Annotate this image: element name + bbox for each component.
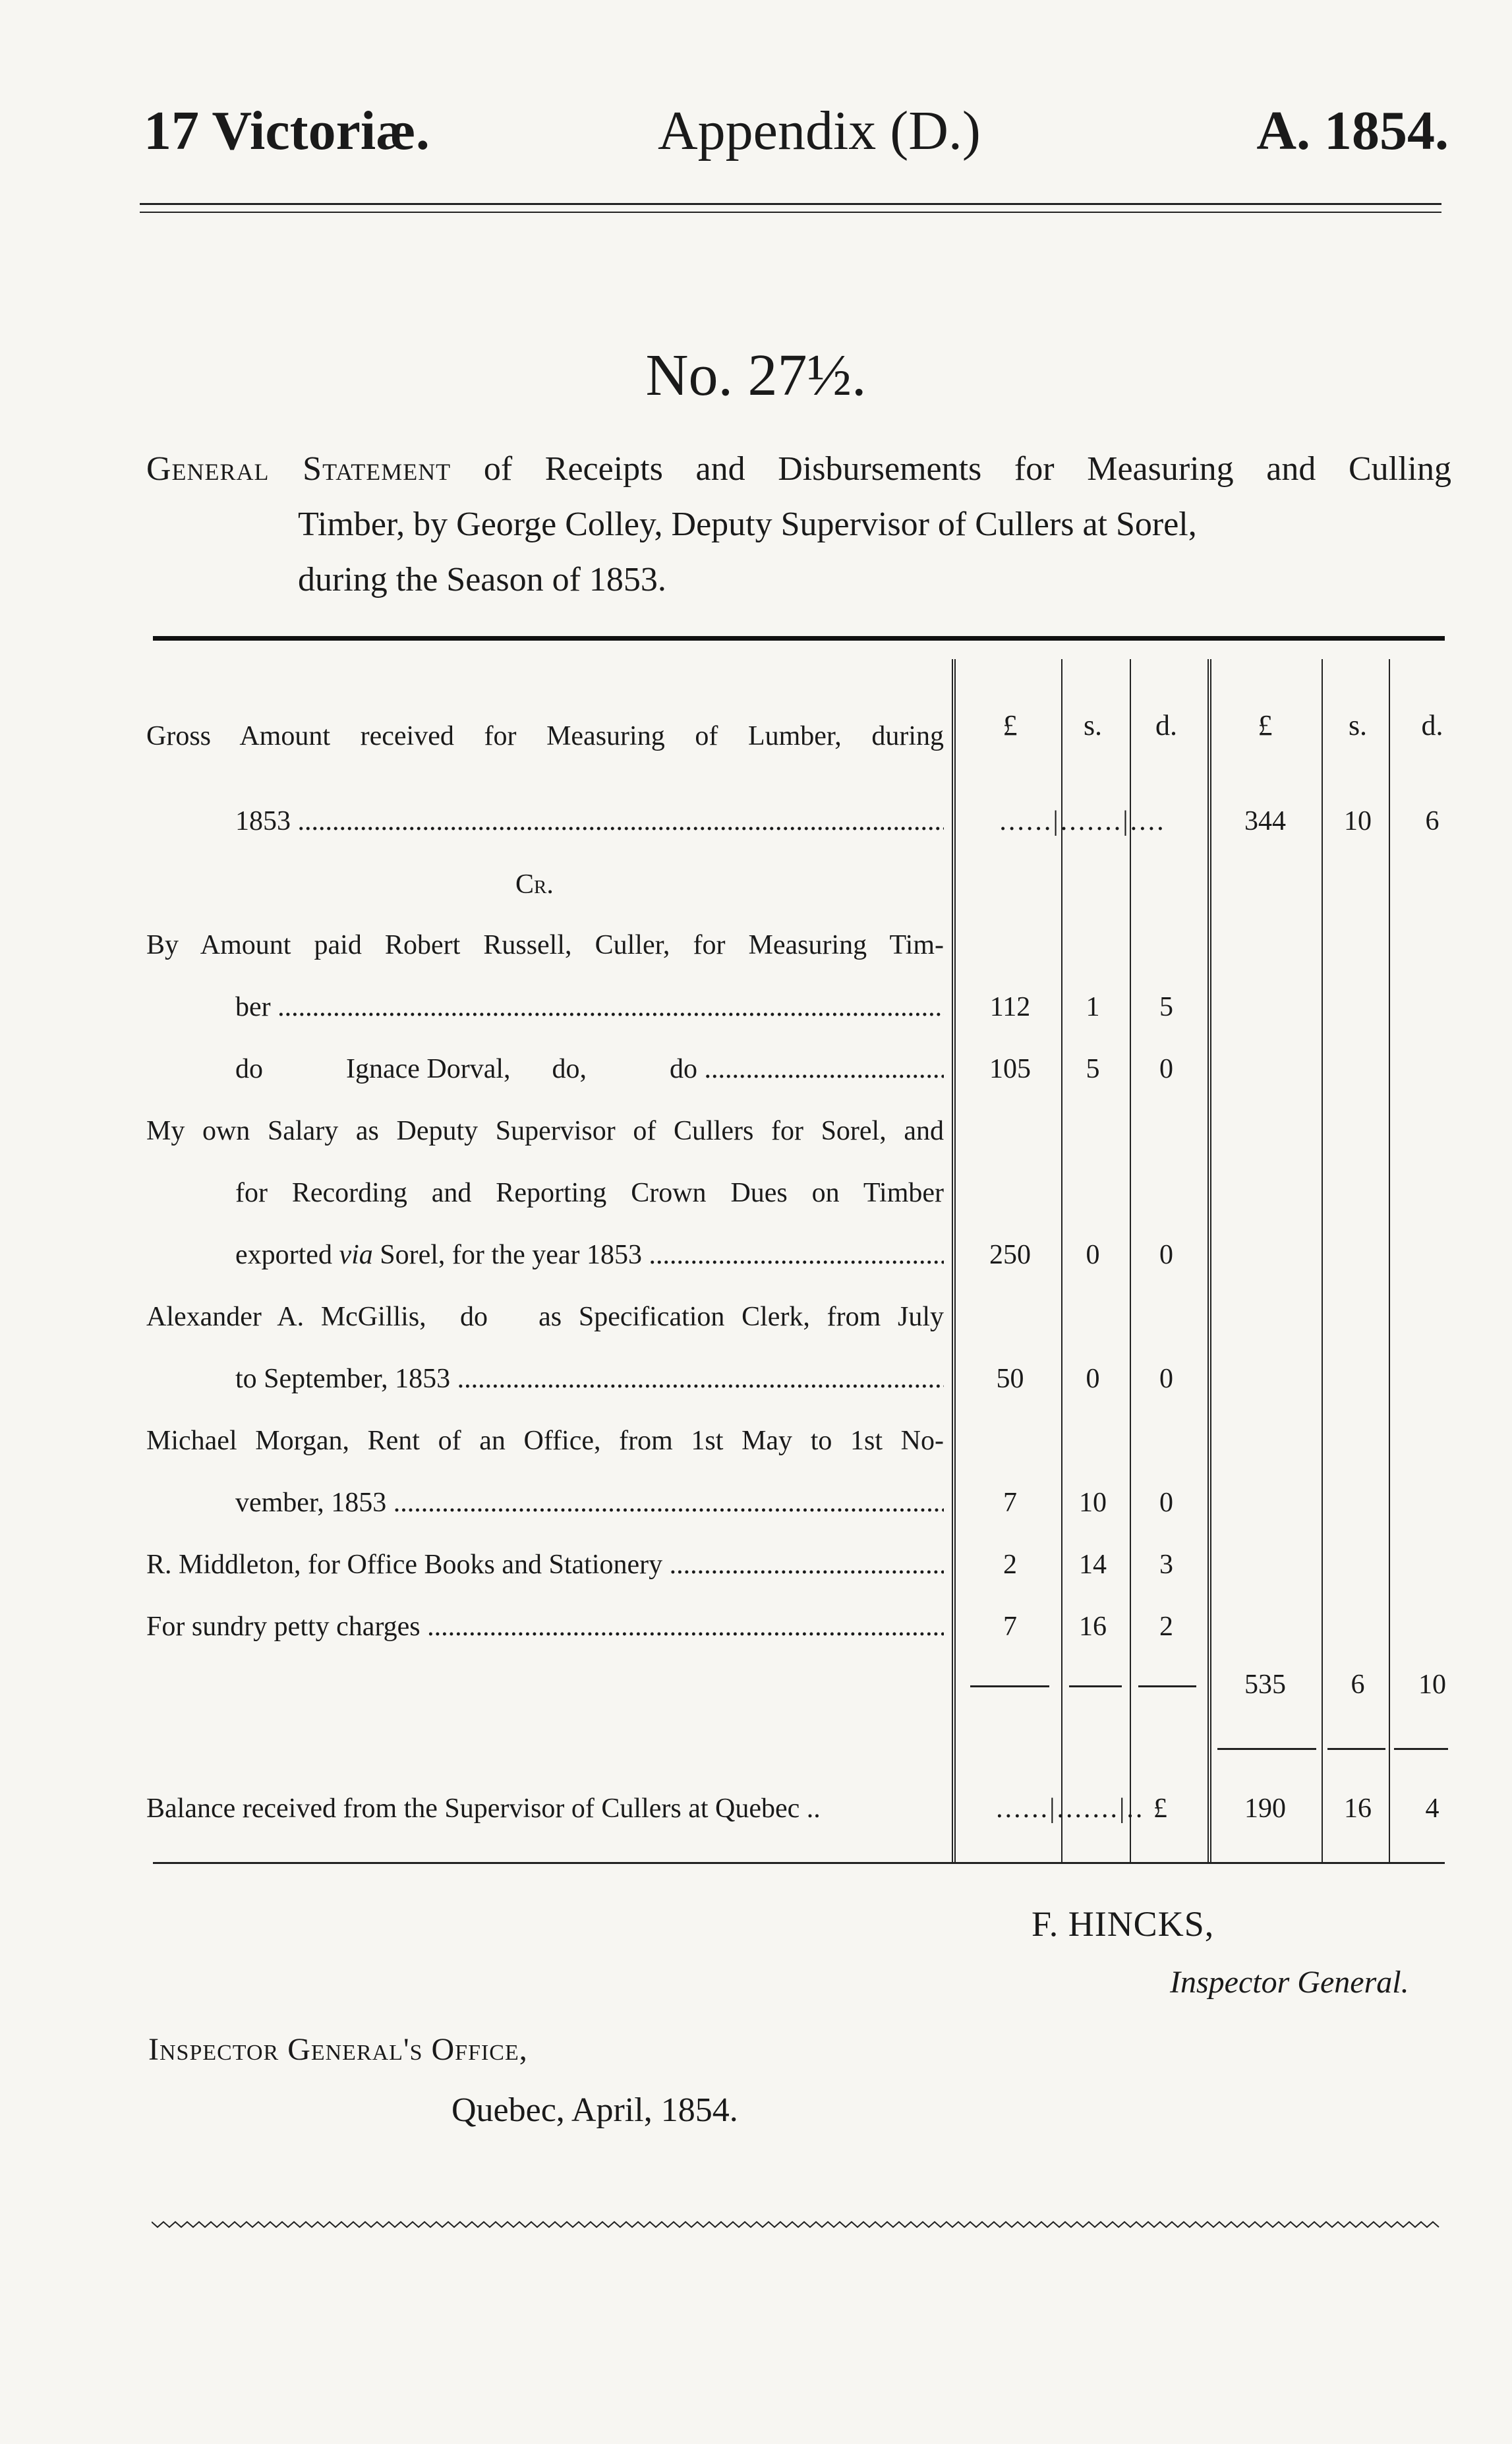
item-pounds: 250 xyxy=(989,1240,1031,1270)
item-label-line: ber ..... xyxy=(235,991,944,1023)
running-head-left: 17 Victoriæ. xyxy=(144,100,430,161)
item-label-italic: via xyxy=(339,1240,373,1270)
balance-rule xyxy=(1217,1748,1316,1750)
header-pence: d. xyxy=(1155,709,1177,742)
item-pounds: 7 xyxy=(1003,1612,1017,1642)
document-number: No. 27½. xyxy=(645,343,867,408)
item-pence: 2 xyxy=(1159,1612,1173,1642)
header-pounds: £ xyxy=(1003,709,1018,742)
item-pounds: 50 xyxy=(996,1364,1024,1394)
statement-table xyxy=(146,659,1448,1862)
gross-shillings: 10 xyxy=(1344,806,1372,836)
statement-title xyxy=(146,442,1451,608)
item-pence: 0 xyxy=(1159,1054,1173,1084)
balance-pounds: 190 xyxy=(1244,1793,1286,1824)
ledger-row xyxy=(146,1177,1448,1239)
item-shillings: 5 xyxy=(1086,1054,1100,1084)
item-label-line: For sundry petty charges ..... xyxy=(146,1611,944,1643)
item-label-line: for Recording and Reporting Crown Dues on Timber xyxy=(235,1178,944,1208)
gross-row xyxy=(146,805,1448,867)
ledger-row xyxy=(146,1301,1448,1363)
running-head-right: A. 1854. xyxy=(1256,100,1449,161)
title-line-2: Timber, by George Colley, Deputy Supervisor of Cullers at Sorel, xyxy=(298,506,1197,543)
gross-pence: 6 xyxy=(1425,806,1439,836)
item-label-line: R. Middleton, for Office Books and Stationery ..... xyxy=(146,1549,944,1581)
item-label-line: Alexander A. McGillis, do as Specification Clerk, from July xyxy=(146,1302,944,1332)
balance-label: Balance received from the Supervisor of Cullers at Quebec .. xyxy=(146,1793,821,1824)
balance-shillings: 16 xyxy=(1344,1793,1372,1824)
disbursement-pence: 10 xyxy=(1418,1670,1446,1700)
title-line-1-rest: of Receipts and Disbursements for Measuring and Culling xyxy=(451,450,1451,488)
balance-row xyxy=(146,1793,1448,1855)
credit-heading-row xyxy=(146,869,1448,931)
header-pence-total: d. xyxy=(1421,709,1443,742)
item-shillings: 0 xyxy=(1086,1364,1100,1394)
item-pounds: 112 xyxy=(989,992,1031,1022)
credit-heading: Cr. xyxy=(515,869,554,900)
item-pounds: 2 xyxy=(1003,1550,1017,1580)
item-pence: 0 xyxy=(1159,1240,1173,1270)
signatory-title: Inspector General. xyxy=(1170,1965,1409,2000)
gross-label-line-2: 1853 ..... xyxy=(235,805,944,837)
title-rule xyxy=(153,636,1445,641)
gross-pounds: 344 xyxy=(1244,806,1286,836)
ledger-row xyxy=(146,991,1448,1053)
balance-pence: 4 xyxy=(1425,1793,1439,1824)
ledger-row xyxy=(146,1053,1448,1115)
closing-wavy-rule xyxy=(152,2220,1443,2229)
running-head xyxy=(144,99,1449,165)
disbursement-total-row xyxy=(146,1669,1448,1731)
ledger-row xyxy=(146,1115,1448,1177)
disbursement-pounds: 535 xyxy=(1244,1670,1286,1700)
header-shillings-total: s. xyxy=(1348,709,1368,742)
ledger-row xyxy=(146,1549,1448,1611)
header-pounds-total: £ xyxy=(1258,709,1273,742)
ledger-row xyxy=(146,1611,1448,1673)
item-label-line: By Amount paid Robert Russell, Culler, for Measuring Tim- xyxy=(146,930,944,960)
running-head-center: Appendix (D.) xyxy=(658,100,981,161)
office-line: Inspector General's Office, xyxy=(148,2032,528,2067)
ledger-row xyxy=(146,929,1448,991)
header-rule xyxy=(140,203,1441,213)
item-label-line: do Ignace Dorval, do, do ..... xyxy=(235,1053,944,1085)
item-pence: 0 xyxy=(1159,1488,1173,1518)
item-label-line xyxy=(235,1239,944,1271)
ledger-row xyxy=(146,1363,1448,1425)
gross-leader-dots: ......|.......|.... xyxy=(999,806,1166,836)
signatory-name: F. HINCKS, xyxy=(1032,1904,1215,1944)
balance-rule xyxy=(1327,1748,1385,1750)
item-shillings: 1 xyxy=(1086,992,1100,1022)
header-row xyxy=(146,709,1448,771)
item-label-fragment: Sorel, for the year 1853 xyxy=(372,1240,642,1270)
place-date-line: Quebec, April, 1854. xyxy=(451,2091,738,2129)
item-pence: 0 xyxy=(1159,1364,1173,1394)
title-line-1 xyxy=(146,442,1451,497)
table-bottom-rule xyxy=(153,1862,1445,1864)
balance-rule xyxy=(1394,1748,1448,1750)
item-label-line: My own Salary as Deputy Supervisor of Cullers for Sorel, and xyxy=(146,1116,944,1146)
header-shillings: s. xyxy=(1083,709,1103,742)
item-label-fragment: exported xyxy=(235,1240,339,1270)
item-pence: 5 xyxy=(1159,992,1173,1022)
item-shillings: 10 xyxy=(1079,1488,1107,1518)
gross-label-line-1: Gross Amount received for Measuring of Lumber, during xyxy=(146,721,944,751)
item-label-line: Michael Morgan, Rent of an Office, from 1st May to 1st No- xyxy=(146,1426,944,1456)
item-shillings: 0 xyxy=(1086,1240,1100,1270)
item-shillings: 16 xyxy=(1079,1612,1107,1642)
item-pence: 3 xyxy=(1159,1550,1173,1580)
ledger-row xyxy=(146,1239,1448,1301)
ledger-row xyxy=(146,1425,1448,1487)
item-label-line: to September, 1853 ..... xyxy=(235,1363,944,1395)
title-lead: General Statement xyxy=(146,450,451,488)
item-shillings: 14 xyxy=(1079,1550,1107,1580)
item-pounds: 7 xyxy=(1003,1488,1017,1518)
item-label-line: vember, 1853 ..... xyxy=(235,1487,944,1519)
balance-leader-dots: ......|.......|.. £ xyxy=(996,1793,1169,1824)
item-pounds: 105 xyxy=(989,1054,1031,1084)
disbursement-shillings: 6 xyxy=(1351,1670,1365,1700)
title-line-3: during the Season of 1853. xyxy=(298,561,666,598)
ledger-row xyxy=(146,1487,1448,1549)
